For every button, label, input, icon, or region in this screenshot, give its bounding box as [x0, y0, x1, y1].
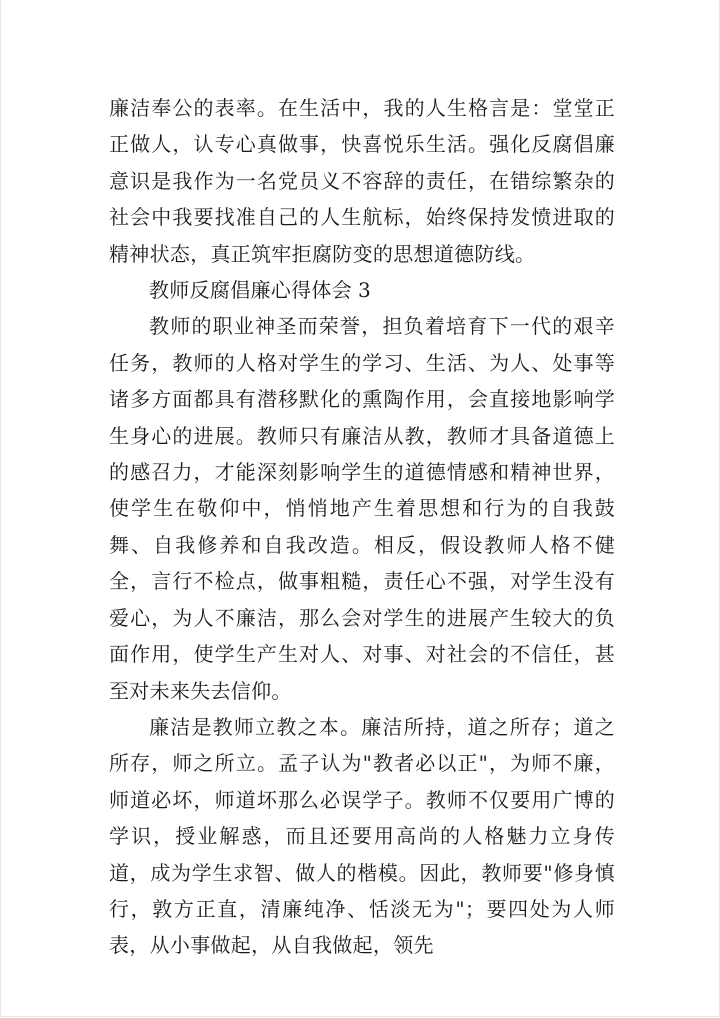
section-heading-title: 教师反腐倡廉心得体会: [149, 278, 352, 303]
paragraph-2: 教师的职业神圣而荣誉，担负着培育下一代的艰辛任务，教师的人格对学生的学习、生活、为人、处事等诸多方面都具有潜移默化的熏陶作用，会直接地影响学生身心的进展。教师只有廉洁从教，教师才具备道德上的感召力，才能深刻影响学生的道德情感和精神世界，使学生在敬仰中，悄悄地产生着思想和行为的自我鼓舞、自我修养和自我改造。相反，假设教师人格不健全，言行不检点，做事粗糙，责任心不强，对学生没有爱心，为人不廉洁，那么会对学生的进展产生较大的负面作用，使学生产生对人、对事、对社会的不信任，甚至对未来失去信仰。: [109, 314, 615, 703]
paragraph-3: 廉洁是教师立教之本。廉洁所持，道之所存；道之所存，师之所立。孟子认为"教者必以正"，为师不廉，师道必坏，师道坏那么必误学子。教师不仅要用广博的学识，授业解惑，而且还要用高尚的人格魅力立身传道，成为学生求智、做人的楷模。因此，教师要"修身慎行，敦方正直，清廉纯净、恬淡无为"；要四处为人师表，从小事做起，从自我做起，领先: [109, 714, 615, 958]
paragraph-1: 廉洁奉公的表率。在生活中，我的人生格言是：堂堂正正做人，认专心真做事，快喜悦乐生活。强化反腐倡廉意识是我作为一名党员义不容辞的责任，在错综繁杂的社会中我要找准自己的人生航标，始终保持发愤进取的精神状态，真正筑牢拒腐防变的思想道德防线。: [109, 96, 615, 266]
document-content: [109, 90, 615, 964]
section-heading: [109, 272, 615, 308]
section-heading-number: 3: [358, 278, 372, 303]
